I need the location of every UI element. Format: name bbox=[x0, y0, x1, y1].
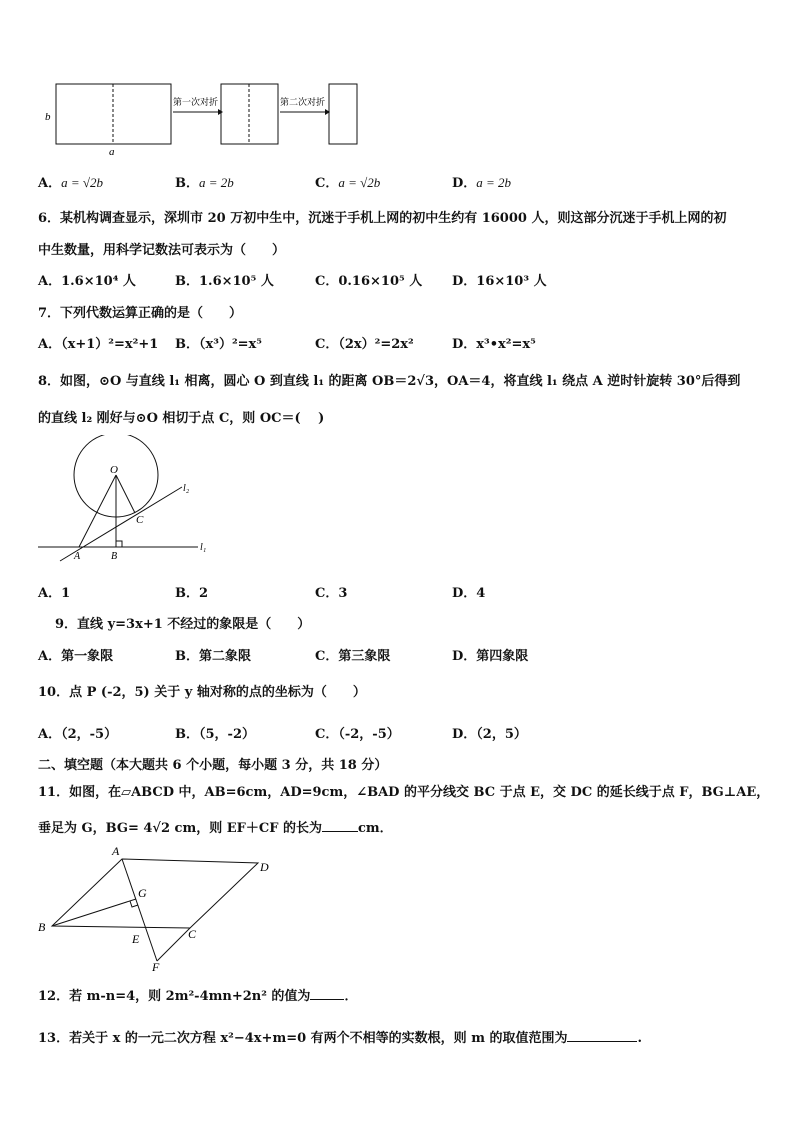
line-l2 bbox=[60, 487, 182, 561]
q12-stem-text: 12．若 m-n=4，则 2m²-4mn+2n² 的值为 bbox=[38, 989, 311, 1004]
label-c: C bbox=[188, 927, 197, 941]
label-l2: l₂ bbox=[183, 483, 190, 494]
label-b: B bbox=[38, 920, 46, 934]
label-b: b bbox=[45, 111, 51, 123]
q11-answer-blank[interactable] bbox=[322, 819, 358, 832]
q9-option-a: A．第一象限 bbox=[38, 649, 114, 664]
q5-option-a: A．a = √2b bbox=[38, 175, 104, 191]
q10-stem: 10．点 P (-2，5) 关于 y 轴对称的点的坐标为（ ） bbox=[38, 685, 366, 700]
q9-option-b: B．第二象限 bbox=[175, 649, 252, 664]
label-a: A bbox=[74, 551, 81, 562]
quarter-paper bbox=[329, 84, 357, 144]
label-l1: l₁ bbox=[200, 542, 207, 553]
segment-bg bbox=[52, 899, 136, 926]
q11-parallelogram-figure bbox=[32, 843, 282, 973]
fold-step-2-label: 第二次对折 bbox=[280, 97, 326, 107]
q11-stem-line2 bbox=[38, 817, 393, 836]
q8-stem-line1: 8．如图，⊙O 与直线 l₁ 相离，圆心 O 到直线 l₁ 的距离 OB＝2√3，OA＝4，将直线 l₁ 绕点 A 逆时针旋转 30°后得到 bbox=[38, 374, 741, 389]
label-a: A bbox=[112, 844, 120, 858]
q10-option-b: B．（5，-2） bbox=[175, 727, 255, 742]
q13-stem-end: . bbox=[637, 1031, 643, 1046]
segment-oc bbox=[116, 475, 135, 513]
q5-option-b: B．a = 2b bbox=[175, 175, 234, 191]
label-e: E bbox=[132, 932, 140, 946]
q12-stem-end: ． bbox=[344, 989, 358, 1004]
q5-option-c: C．a = √2b bbox=[315, 175, 381, 191]
right-angle-mark bbox=[116, 541, 122, 547]
q12-answer-blank[interactable] bbox=[310, 987, 344, 1000]
folding-figure bbox=[40, 80, 370, 160]
q13-stem-text: 13．若关于 x 的一元二次方程 x²−4x+m=0 有两个不相等的实数根，则 m 的取值范围为 bbox=[38, 1031, 568, 1046]
label-o: O bbox=[110, 464, 118, 476]
q7-option-a: A．（x+1）²=x²+1 bbox=[38, 337, 159, 352]
q5-option-d: D．a = 2b bbox=[452, 175, 512, 191]
label-g: G bbox=[138, 886, 147, 900]
parallelogram-abcd bbox=[52, 859, 258, 928]
q7-stem: 7．下列代数运算正确的是（ ） bbox=[38, 306, 243, 321]
fold-step-1-label: 第一次对折 bbox=[173, 97, 219, 107]
q13-stem bbox=[38, 1027, 642, 1046]
q10-option-c: C．（-2，-5） bbox=[315, 727, 400, 742]
q10-option-a: A．（2，-5） bbox=[38, 727, 118, 742]
q7-option-c: C．（2x）²=2x² bbox=[315, 337, 414, 352]
q13-answer-blank[interactable] bbox=[567, 1029, 637, 1042]
segment-oa bbox=[79, 475, 116, 547]
q6-stem-line2: 中生数量，用科学记数法可表示为（ ） bbox=[38, 243, 286, 258]
q9-option-d: D．第四象限 bbox=[452, 649, 529, 664]
q8-option-c: C．3 bbox=[315, 586, 348, 601]
q7-option-b: B．（x³）²=x⁵ bbox=[175, 337, 262, 352]
section-2-heading: 二、填空题（本大题共 6 个小题，每小题 3 分，共 18 分） bbox=[38, 758, 388, 773]
q7-option-d: D．x³•x²=x⁵ bbox=[452, 337, 536, 352]
q6-option-b: B．1.6×10⁵ 人 bbox=[175, 274, 274, 289]
label-f: F bbox=[152, 960, 160, 973]
q11-unit: cm． bbox=[357, 821, 393, 836]
q8-option-b: B．2 bbox=[175, 586, 209, 601]
q10-option-d: D．（2，5） bbox=[452, 727, 527, 742]
q8-option-a: A．1 bbox=[38, 586, 71, 601]
label-b: B bbox=[111, 551, 118, 562]
segment-cf bbox=[157, 928, 190, 961]
q8-circle-tangent-figure bbox=[30, 435, 220, 565]
q6-option-c: C．0.16×10⁵ 人 bbox=[315, 274, 423, 289]
q8-stem-line2: 的直线 l₂ 刚好与⊙O 相切于点 C，则 OC＝( ) bbox=[38, 411, 325, 426]
segment-af bbox=[122, 859, 157, 961]
q6-stem-line1: 6．某机构调查显示，深圳市 20 万初中生中，沉迷于手机上网的初中生约有 16000 人，则这部分沉迷于手机上网的初 bbox=[38, 211, 727, 226]
label-c: C bbox=[136, 514, 144, 526]
label-d: D bbox=[260, 860, 269, 874]
label-a: a bbox=[109, 146, 115, 158]
q9-option-c: C．第三象限 bbox=[315, 649, 391, 664]
q6-option-d: D．16×10³ 人 bbox=[452, 274, 547, 289]
q11-stem-text: 垂足为 G，BG= 4√2 cm，则 EF＋CF 的长为 bbox=[38, 821, 322, 836]
q12-stem bbox=[38, 985, 357, 1004]
q9-stem: 9．直线 y=3x+1 不经过的象限是（ ） bbox=[55, 617, 311, 632]
q11-stem-line1: 11．如图，在▱ABCD 中，AB=6cm，AD=9cm，∠BAD 的平分线交 BC 于点 E，交 DC 的延长线于点 F，BG⊥AE， bbox=[38, 785, 770, 800]
q8-option-d: D．4 bbox=[452, 586, 486, 601]
q6-option-a: A．1.6×10⁴ 人 bbox=[38, 274, 136, 289]
